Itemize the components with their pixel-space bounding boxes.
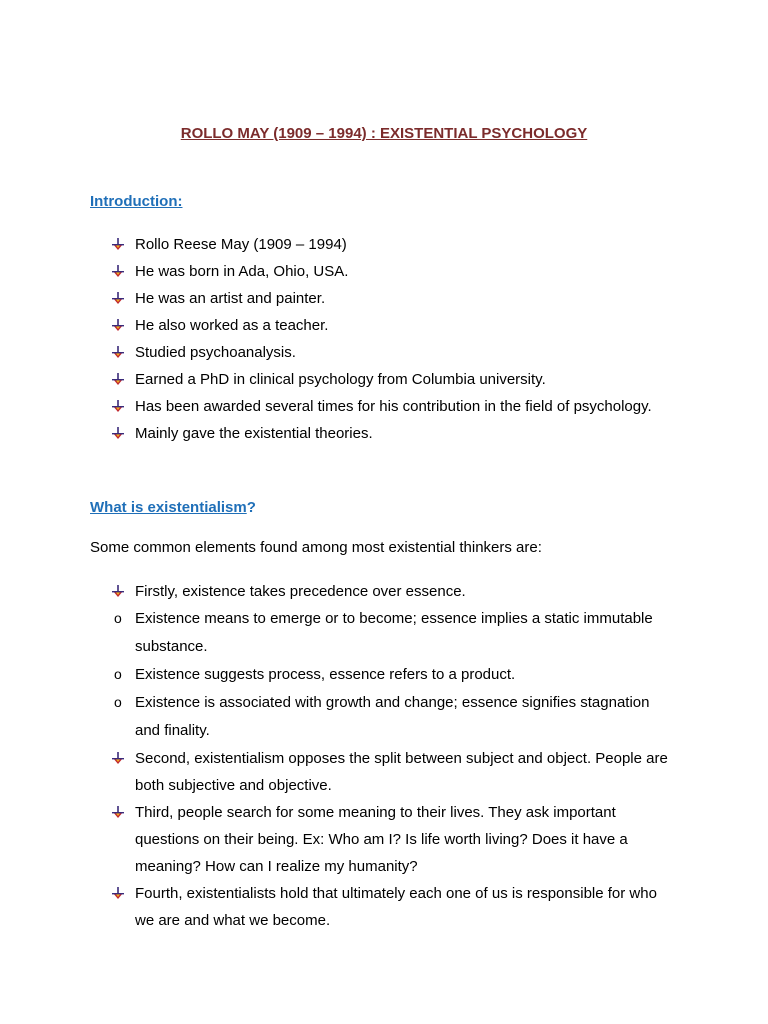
list-item bbox=[0, 661, 675, 689]
list-item-text: He was born in Ada, Ohio, USA. bbox=[135, 263, 349, 280]
list-item-text: Existence means to emerge or to become; essence implies a static immutable substance. bbox=[135, 610, 653, 655]
arrow-bullet-icon bbox=[112, 880, 126, 907]
arrow-bullet-icon bbox=[112, 799, 126, 826]
list-item bbox=[0, 258, 675, 285]
list-item-text: Firstly, existence takes precedence over essence. bbox=[135, 583, 466, 600]
list-item bbox=[0, 880, 675, 934]
document-title: ROLLO MAY (1909 – 1994) : EXISTENTIAL PSYCHOLOGY bbox=[180, 125, 588, 142]
list-item bbox=[0, 578, 675, 605]
list-item-text: Has been awarded several times for his contribution in the field of psychology. bbox=[135, 398, 652, 415]
list-item-text: He was an artist and painter. bbox=[135, 290, 326, 307]
list-item-text: Earned a PhD in clinical psychology from Columbia university. bbox=[135, 371, 546, 388]
list-item bbox=[0, 605, 675, 661]
arrow-bullet-icon bbox=[112, 258, 126, 285]
arrow-bullet-icon bbox=[112, 231, 126, 258]
list-item-text: Existence is associated with growth and change; essence signifies stagnation and finality. bbox=[135, 694, 650, 739]
list-item bbox=[0, 745, 675, 799]
arrow-bullet-icon bbox=[112, 578, 126, 605]
list-item-text: Studied psychoanalysis. bbox=[135, 344, 296, 361]
list-item bbox=[0, 799, 675, 880]
arrow-bullet-icon bbox=[112, 393, 126, 420]
arrow-bullet-icon bbox=[112, 285, 126, 312]
arrow-bullet-icon bbox=[112, 745, 126, 772]
circle-bullet-icon: o bbox=[114, 666, 122, 682]
list-item bbox=[0, 285, 675, 312]
list-item bbox=[0, 312, 675, 339]
list-item-text: He also worked as a teacher. bbox=[135, 317, 329, 334]
list-item bbox=[0, 231, 675, 258]
list-item bbox=[0, 689, 675, 745]
arrow-bullet-icon bbox=[112, 366, 126, 393]
introduction-heading bbox=[90, 193, 182, 210]
introduction-list bbox=[0, 231, 675, 447]
existentialism-heading-link[interactable]: What is existentialism bbox=[90, 499, 247, 516]
arrow-bullet-icon bbox=[112, 312, 126, 339]
circle-bullet-icon: o bbox=[114, 610, 122, 626]
introduction-heading-text: Introduction: bbox=[90, 193, 183, 210]
list-item bbox=[0, 366, 675, 393]
list-item-text: Third, people search for some meaning to their lives. They ask important questions on their being. Ex: Who am I? Is life worth living? Does it have a meaning? How can I realize my humanity? bbox=[135, 804, 628, 875]
list-item-text: Rollo Reese May (1909 – 1994) bbox=[135, 236, 347, 253]
list-item bbox=[0, 420, 675, 447]
existentialism-heading-suffix: ? bbox=[246, 499, 256, 516]
arrow-bullet-icon bbox=[112, 420, 126, 447]
list-item-text: Second, existentialism opposes the split between subject and object. People are both subjective and objective. bbox=[135, 750, 668, 794]
list-item-text: Fourth, existentialists hold that ultimately each one of us is responsible for who we are and what we become. bbox=[135, 885, 657, 929]
list-item bbox=[0, 339, 675, 366]
list-item-text: Existence suggests process, essence refers to a product. bbox=[135, 666, 516, 683]
existentialism-heading bbox=[90, 499, 256, 516]
existentialism-intro: Some common elements found among most existential thinkers are: bbox=[90, 539, 542, 556]
circle-bullet-icon: o bbox=[114, 694, 122, 710]
existentialism-list bbox=[0, 578, 675, 934]
list-item bbox=[0, 393, 675, 420]
list-item-text: Mainly gave the existential theories. bbox=[135, 425, 373, 442]
arrow-bullet-icon bbox=[112, 339, 126, 366]
